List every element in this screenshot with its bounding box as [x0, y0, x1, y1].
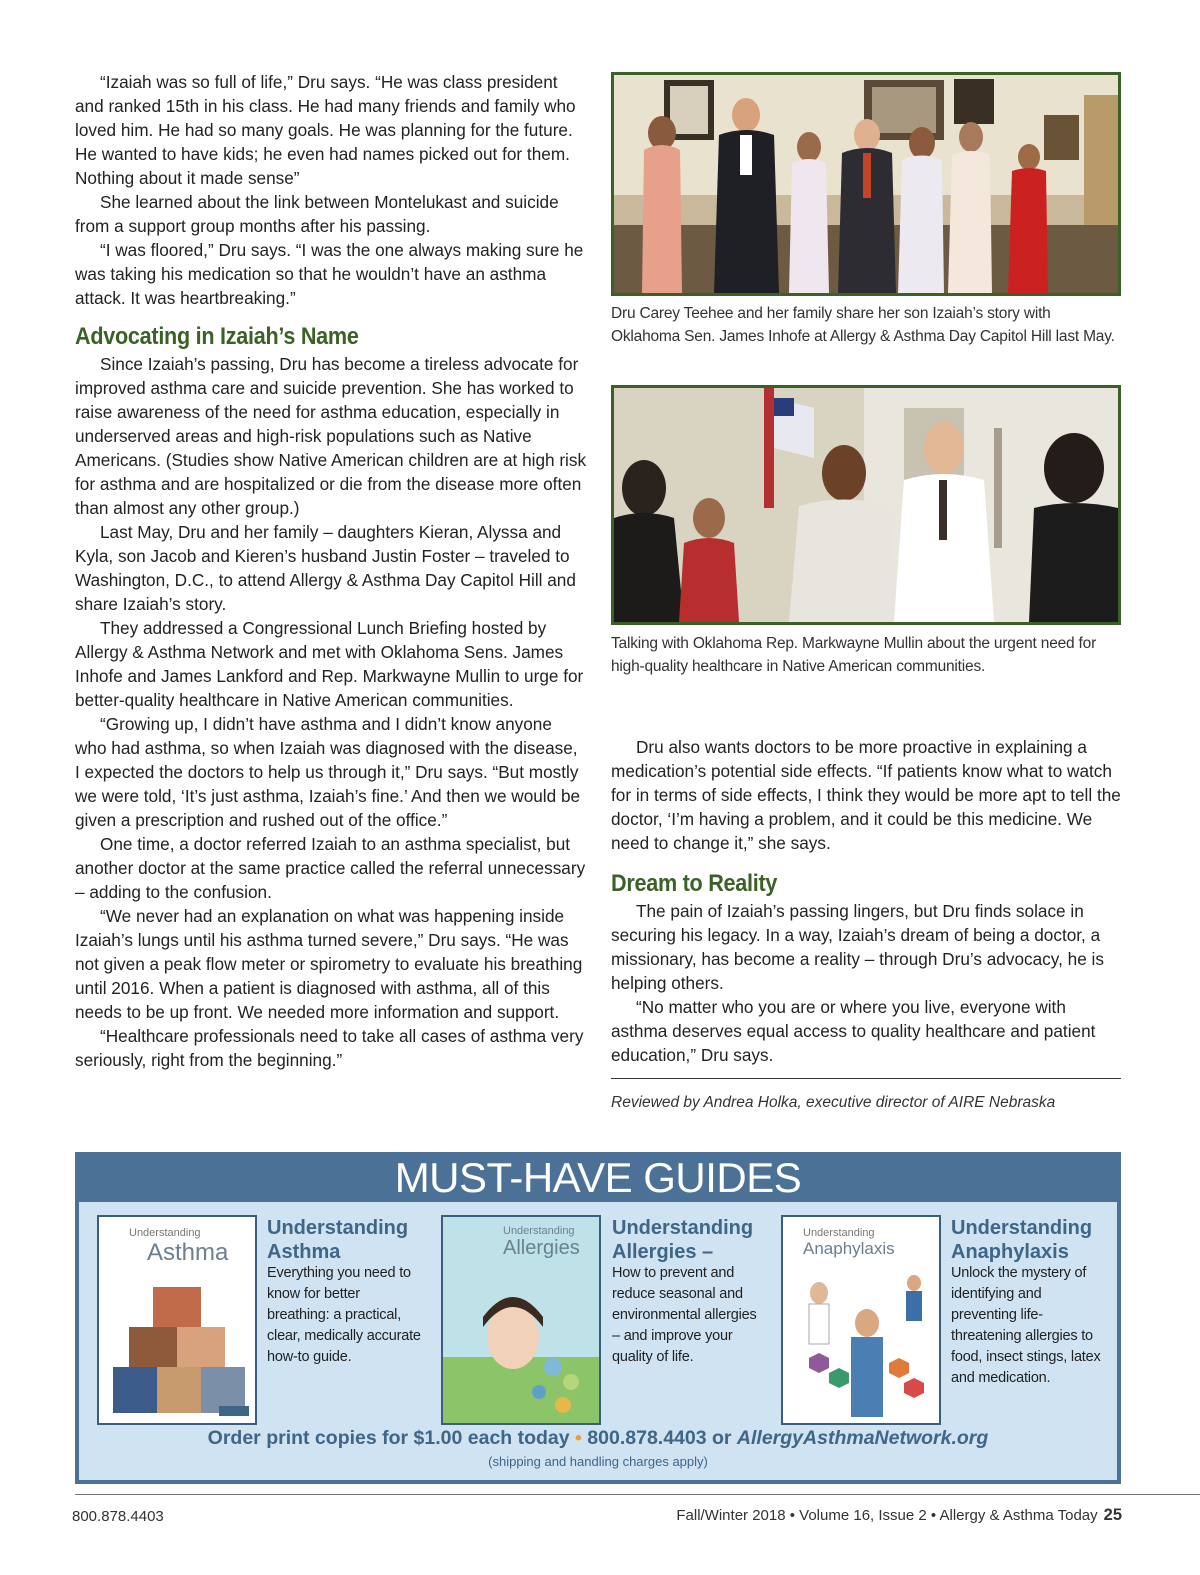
order-text: Order print copies for $1.00 each today — [207, 1427, 570, 1449]
cover-art-woman — [443, 1277, 599, 1423]
article-right-column — [611, 735, 1123, 1067]
guides-title: MUST-HAVE GUIDES — [394, 1154, 802, 1201]
guides-panel — [79, 1202, 1117, 1480]
bullet: • — [575, 1427, 582, 1449]
shipping-note: (shipping and handling charges apply) — [488, 1454, 708, 1469]
article-left-column — [75, 70, 587, 1072]
paragraph: “Izaiah was so full of life,” Dru says. “He was class president and ranked 15th in his class. He had many friends and family who loved him. He had so many goals. He was planning for the future. He wanted to have kids; he even had names picked out for them. Nothing about it made sense” — [75, 72, 576, 188]
book-desc-allergies: How to prevent and reduce seasonal and environmental allergies – and improve your quality of life. — [612, 1265, 757, 1365]
book-cover-asthma[interactable] — [97, 1215, 257, 1425]
photo-illustration — [614, 75, 1118, 293]
footer-issue: Fall/Winter 2018 • Volume 16, Issue 2 • Allergy & Asthma Today — [676, 1507, 1098, 1524]
book-cover-allergies[interactable] — [441, 1215, 601, 1425]
order-line — [79, 1427, 1117, 1450]
book-desc-anaphylaxis: Unlock the mystery of identifying and preventing life-threatening allergies to food, insect stings, latex and medication. — [951, 1265, 1101, 1386]
paragraph: “I was floored,” Dru says. “I was the one always making sure he was taking his medication so that he wouldn’t have an asthma attack. It was heartbreaking.” — [75, 240, 584, 308]
paragraph: “No matter who you are or where you live, everyone with asthma deserves equal access to quality healthcare and patient education,” Dru says. — [611, 997, 1096, 1065]
paragraph: They addressed a Congressional Lunch Briefing hosted by Allergy & Asthma Network and met with Oklahoma Sens. James Inhofe and James Lankford and Rep. Markwayne Mullin to urge for better-quality healthcare in Native American communities. — [75, 618, 584, 710]
book-desc-asthma: Everything you need to know for better breathing: a practical, clear, medically accurate how-to guide. — [267, 1265, 421, 1365]
cover-top: Understanding — [129, 1227, 201, 1239]
reviewed-by: Reviewed by Andrea Holka, executive director of AIRE Nebraska — [611, 1094, 1056, 1111]
book-title-asthma: Understanding Asthma — [267, 1217, 409, 1263]
cover-art-blocks — [109, 1281, 249, 1421]
photo-caption-1: Dru Carey Teehee and her family share her son Izaiah’s story with Oklahoma Sen. James Inhofe at Allergy & Asthma Day Capitol Hill last May. — [611, 305, 1115, 345]
paragraph: Since Izaiah’s passing, Dru has become a tireless advocate for improved asthma care and suicide prevention. She has worked to raise awareness of the need for asthma education, especially in underserved areas and high-risk populations such as Native Americans. (Studies show Native American children are at high risk for asthma and are hospitalized or die from the disease more often than almost any other group.) — [75, 354, 587, 518]
paragraph: “Growing up, I didn’t have asthma and I didn’t know anyone who had asthma, so when Izaiah was diagnosed with the disease, I expected the doctors to help us through it,” Dru says. “But mostly we were told, ‘It’s just asthma, Izaiah’s fine.’ And then we would be given a prescription and rushed out of the office.” — [75, 714, 581, 830]
footer-divider — [75, 1494, 1200, 1495]
photo-illustration — [614, 388, 1118, 622]
paragraph: She learned about the link between Montelukast and suicide from a support group months after his passing. — [75, 192, 559, 236]
paragraph: Last May, Dru and her family – daughters Kieran, Alyssa and Kyla, son Jacob and Kieren’s husband Justin Foster – traveled to Washington, D.C., to attend Allergy & Asthma Day Capitol Hill and share Izaiah’s story. — [75, 522, 576, 614]
cover-main: Asthma — [147, 1239, 229, 1266]
book-title-allergies: Understanding Allergies – — [612, 1217, 754, 1263]
book-title-anaphylaxis: Understanding Anaphylaxis — [951, 1217, 1093, 1263]
paragraph: “Healthcare professionals need to take all cases of asthma very seriously, right from the beginning.” — [75, 1026, 584, 1070]
must-have-guides-ad — [75, 1152, 1121, 1484]
paragraph: “We never had an explanation on what was happening inside Izaiah’s lungs until his asthma turned severe,” Dru says. “He was not given a peak flow meter or spirometry to evaluate his breathing until 2016. When a patient is diagnosed with asthma, all of this needs to be up front. We needed more information and support. — [75, 906, 583, 1022]
cover-top: Understanding — [503, 1225, 575, 1237]
footer-issue-info — [676, 1506, 1122, 1525]
section-heading-dream: Dream to Reality — [611, 870, 778, 897]
photo-family-with-senator — [611, 72, 1121, 296]
order-website-link[interactable]: AllergyAsthmaNetwork.org — [736, 1427, 989, 1449]
paragraph: Dru also wants doctors to be more proactive in explaining a medication’s potential side effects. “If patients know what to watch for in terms of side effects, I think they would be more apt to tell the doctor, ‘I’m having a problem, and it could be this medicine. We need to change it,” she says. — [611, 737, 1121, 853]
paragraph: One time, a doctor referred Izaiah to an asthma specialist, but another doctor at the same practice called the referral unnecessary – adding to the confusion. — [75, 834, 586, 902]
section-heading-advocating: Advocating in Izaiah’s Name — [75, 323, 359, 350]
book-cover-anaphylaxis[interactable] — [781, 1215, 941, 1425]
footer-phone: 800.878.4403 — [72, 1508, 164, 1525]
page-number: 25 — [1103, 1506, 1122, 1524]
photo-meeting-representative — [611, 385, 1121, 625]
paragraph: The pain of Izaiah’s passing lingers, but Dru finds solace in securing his legacy. In a way, Izaiah’s dream of being a doctor, a missionary, has become a reality – through Dru’s advocacy, he is helping others. — [611, 901, 1104, 993]
cover-top: Understanding — [803, 1227, 875, 1239]
order-phone[interactable]: 800.878.4403 or — [587, 1427, 732, 1449]
cover-main: Anaphylaxis — [803, 1239, 895, 1258]
cover-main: Allergies — [503, 1237, 580, 1259]
cover-art-people — [789, 1273, 939, 1423]
photo-caption-2: Talking with Oklahoma Rep. Markwayne Mullin about the urgent need for high-quality healthcare in Native American communities. — [611, 635, 1097, 675]
divider — [611, 1078, 1121, 1079]
